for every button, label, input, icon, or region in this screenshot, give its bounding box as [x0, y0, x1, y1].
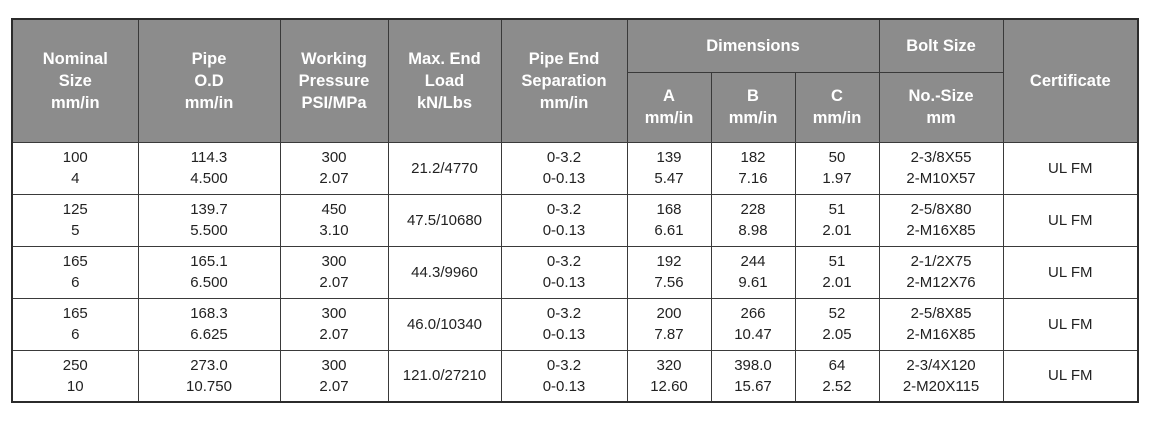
cell-dim-c: 52 2.05	[795, 298, 879, 350]
cell-dim-c: 50 1.97	[795, 142, 879, 194]
cell-dim-b: 266 10.47	[711, 298, 795, 350]
cell-nominal-size: 100 4	[12, 142, 138, 194]
cell-dim-a: 320 12.60	[627, 350, 711, 402]
cell-bolt-size: 2-3/8X55 2-M10X57	[879, 142, 1003, 194]
cell-certificate: UL FM	[1003, 298, 1138, 350]
header-dim-a: A mm/in	[627, 72, 711, 142]
cell-pipe-end-separation: 0-3.2 0-0.13	[501, 298, 627, 350]
table-row	[12, 142, 1138, 194]
table-body	[12, 142, 1138, 402]
spec-table	[11, 18, 1139, 403]
cell-working-pressure: 300 2.07	[280, 246, 388, 298]
header-certificate: Certificate	[1003, 19, 1138, 142]
cell-nominal-size: 165 6	[12, 298, 138, 350]
header-bolt-no-size: No.-Size mm	[879, 72, 1003, 142]
cell-certificate: UL FM	[1003, 246, 1138, 298]
cell-pipe-end-separation: 0-3.2 0-0.13	[501, 350, 627, 402]
cell-pipe-od: 168.3 6.625	[138, 298, 280, 350]
cell-dim-b: 398.0 15.67	[711, 350, 795, 402]
header-pipe-od: Pipe O.D mm/in	[138, 19, 280, 142]
cell-dim-b: 244 9.61	[711, 246, 795, 298]
cell-pipe-end-separation: 0-3.2 0-0.13	[501, 194, 627, 246]
cell-dim-a: 192 7.56	[627, 246, 711, 298]
cell-dim-b: 182 7.16	[711, 142, 795, 194]
cell-dim-b: 228 8.98	[711, 194, 795, 246]
table-row	[12, 246, 1138, 298]
header-nominal-size: Nominal Size mm/in	[12, 19, 138, 142]
header-working-pressure: Working Pressure PSI/MPa	[280, 19, 388, 142]
cell-certificate: UL FM	[1003, 194, 1138, 246]
cell-certificate: UL FM	[1003, 142, 1138, 194]
cell-nominal-size: 165 6	[12, 246, 138, 298]
cell-pipe-od: 165.1 6.500	[138, 246, 280, 298]
table-header	[12, 19, 1138, 142]
cell-max-end-load: 44.3/9960	[388, 246, 501, 298]
header-max-end-load: Max. End Load kN/Lbs	[388, 19, 501, 142]
header-bolt-size: Bolt Size	[879, 19, 1003, 72]
cell-dim-c: 64 2.52	[795, 350, 879, 402]
cell-nominal-size: 250 10	[12, 350, 138, 402]
cell-dim-c: 51 2.01	[795, 194, 879, 246]
cell-pipe-od: 273.0 10.750	[138, 350, 280, 402]
cell-bolt-size: 2-5/8X80 2-M16X85	[879, 194, 1003, 246]
cell-dim-a: 139 5.47	[627, 142, 711, 194]
cell-pipe-od: 139.7 5.500	[138, 194, 280, 246]
cell-nominal-size: 125 5	[12, 194, 138, 246]
cell-working-pressure: 450 3.10	[280, 194, 388, 246]
cell-pipe-end-separation: 0-3.2 0-0.13	[501, 142, 627, 194]
cell-max-end-load: 121.0/27210	[388, 350, 501, 402]
table-row	[12, 298, 1138, 350]
cell-working-pressure: 300 2.07	[280, 350, 388, 402]
cell-max-end-load: 21.2/4770	[388, 142, 501, 194]
header-dim-b: B mm/in	[711, 72, 795, 142]
cell-certificate: UL FM	[1003, 350, 1138, 402]
cell-pipe-od: 114.3 4.500	[138, 142, 280, 194]
cell-dim-c: 51 2.01	[795, 246, 879, 298]
header-pipe-end-separation: Pipe End Separation mm/in	[501, 19, 627, 142]
cell-dim-a: 200 7.87	[627, 298, 711, 350]
cell-bolt-size: 2-3/4X120 2-M20X115	[879, 350, 1003, 402]
cell-bolt-size: 2-1/2X75 2-M12X76	[879, 246, 1003, 298]
table-row	[12, 350, 1138, 402]
table-row	[12, 194, 1138, 246]
cell-working-pressure: 300 2.07	[280, 142, 388, 194]
cell-bolt-size: 2-5/8X85 2-M16X85	[879, 298, 1003, 350]
cell-pipe-end-separation: 0-3.2 0-0.13	[501, 246, 627, 298]
cell-working-pressure: 300 2.07	[280, 298, 388, 350]
cell-dim-a: 168 6.61	[627, 194, 711, 246]
cell-max-end-load: 47.5/10680	[388, 194, 501, 246]
header-dimensions: Dimensions	[627, 19, 879, 72]
header-dim-c: C mm/in	[795, 72, 879, 142]
cell-max-end-load: 46.0/10340	[388, 298, 501, 350]
